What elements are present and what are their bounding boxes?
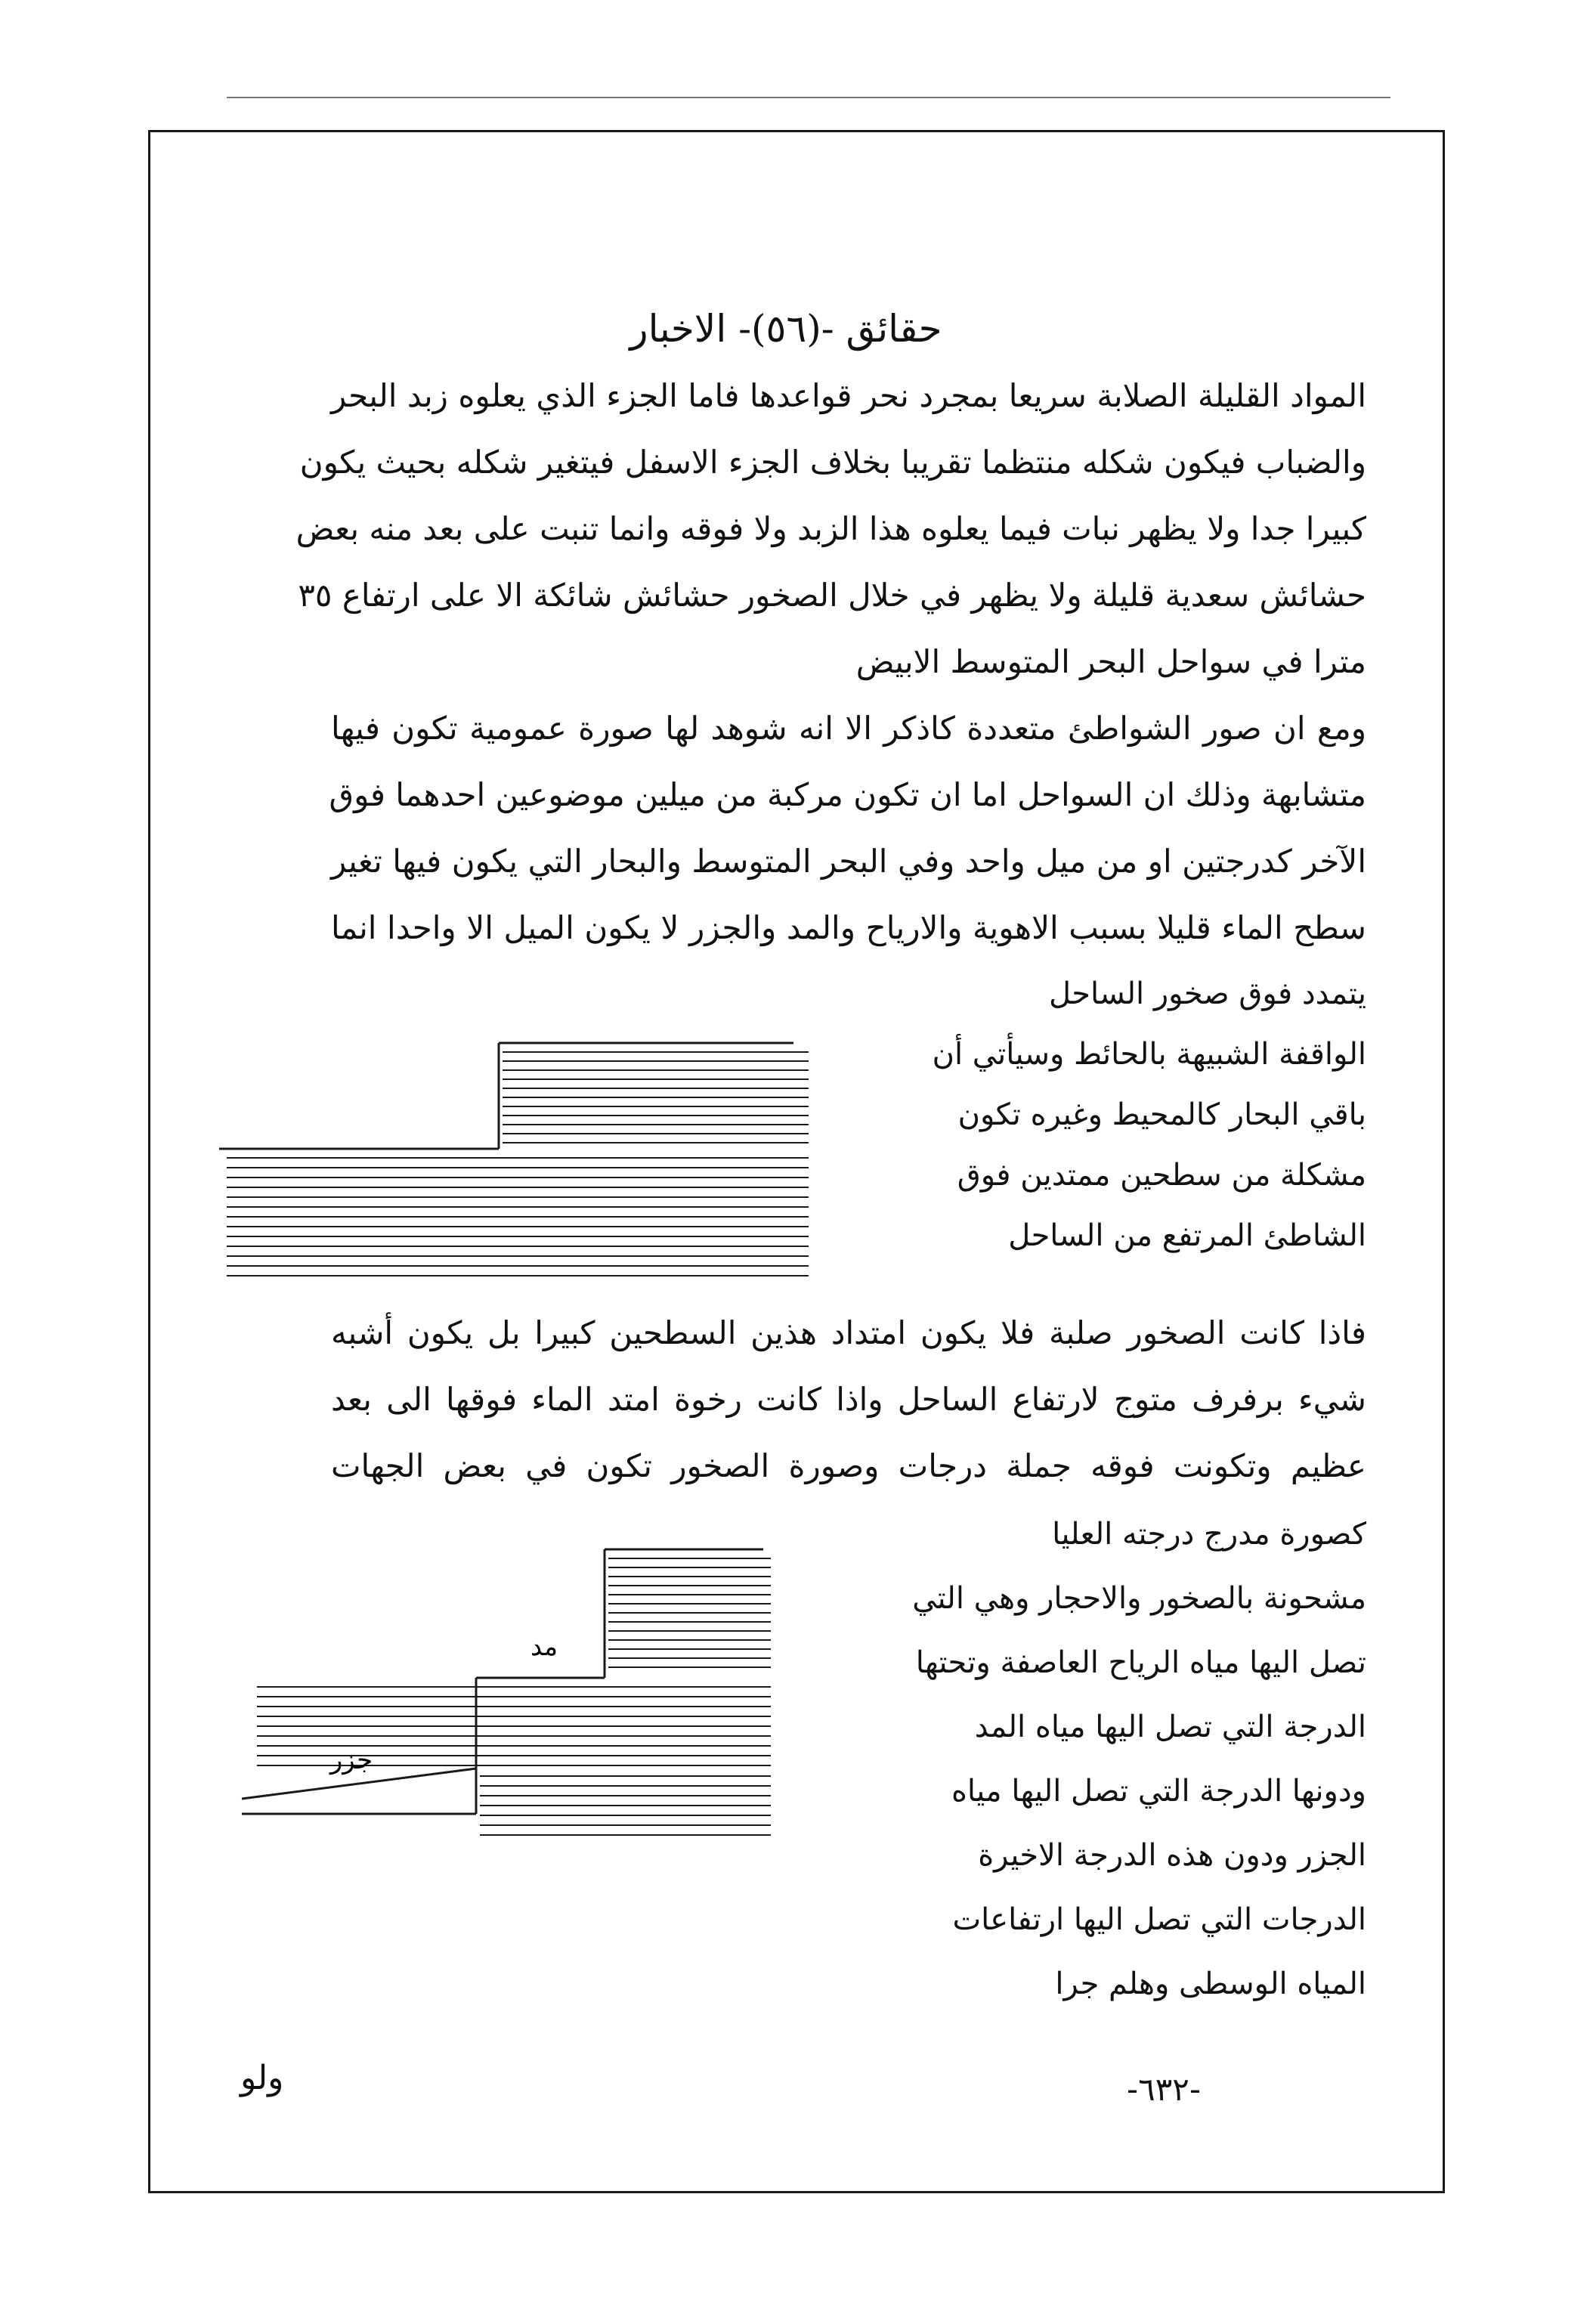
text-line: تصل اليها مياه الرياح العاصفة وتحتها xyxy=(915,1645,1366,1680)
text-line: ودونها الدرجة التي تصل اليها مياه xyxy=(951,1774,1366,1809)
low-tide-label: جزر xyxy=(329,1745,373,1775)
text-line: شيء برفرف متوج لارتفاع الساحل واذا كانت رخوة امتد الماء فوقها الى بعد xyxy=(331,1381,1366,1418)
text-line: الآخر كدرجتين او من ميل واحد وفي البحر المتوسط والبحار التي يكون فيها تغير xyxy=(331,843,1366,880)
text-line: الشاطئ المرتفع من الساحل xyxy=(1008,1218,1366,1253)
text-line: باقي البحار كالمحيط وغيره تكون xyxy=(957,1097,1366,1132)
text-line: سطح الماء قليلا بسبب الاهوية والارياح والمد والجزر لا يكون الميل الا واحدا انما xyxy=(331,909,1366,946)
text-line: فاذا كانت الصخور صلبة فلا يكون امتداد هذين السطحين كبيرا بل يكون أشبه xyxy=(331,1314,1366,1351)
text-line: حشائش سعدية قليلة ولا يظهر في خلال الصخور حشائش شائكة الا على ارتفاع ٣٥ xyxy=(298,577,1366,614)
text-line: مشحونة بالصخور والاحجار وهي التي xyxy=(912,1581,1366,1616)
text-line: الدرجات التي تصل اليها ارتفاعات xyxy=(952,1902,1366,1937)
text-line: الجزر ودون هذه الدرجة الاخيرة xyxy=(978,1838,1366,1873)
text-line: الدرجة التي تصل اليها مياه المد xyxy=(974,1710,1366,1744)
text-line: الواقفة الشبيهة بالحائط وسيأتي أن xyxy=(932,1037,1366,1072)
text-line: مشكلة من سطحين ممتدين فوق xyxy=(957,1158,1366,1193)
text-line: المياه الوسطى وهلم جرا xyxy=(1055,1967,1366,2001)
text-line: كصورة مدرج درجته العليا xyxy=(1052,1517,1366,1552)
top-scan-rule xyxy=(227,97,1390,98)
text-line: والضباب فيكون شكله منتظما تقريبا بخلاف الجزء الاسفل فيتغير شكله بحيث يكون xyxy=(299,444,1366,481)
text-line: مترا في سواحل البحر المتوسط الابيض xyxy=(855,643,1366,680)
page-number: -٦٣٢- xyxy=(1127,2071,1201,2108)
running-header: حقائق -(٥٦)- الاخبار xyxy=(629,307,942,351)
high-tide-label: مد xyxy=(530,1632,558,1662)
coast-profile-figure-1 xyxy=(219,1035,824,1292)
text-line: المواد القليلة الصلابة سريعا بمجرد نحر قواعدها فاما الجزء الذي يعلوه زبد البحر xyxy=(331,377,1366,414)
catchword: ولو xyxy=(240,2059,284,2097)
text-line: متشابهة وذلك ان السواحل اما ان تكون مركبة من ميلين موضوعين احدهما فوق xyxy=(329,776,1366,813)
coast-terrace-figure-2 xyxy=(227,1542,786,1844)
text-line: ومع ان صور الشواطئ متعددة كاذكر الا انه شوهد لها صورة عمومية تكون فيها xyxy=(331,710,1367,747)
text-line: كبيرا جدا ولا يظهر نبات فيما يعلوه هذا الزبد ولا فوقه وانما تنبت على بعد منه بعض xyxy=(295,510,1366,547)
text-line: يتمدد فوق صخور الساحل xyxy=(1048,976,1366,1011)
text-line: عظيم وتكونت فوقه جملة درجات وصورة الصخور تكون في بعض الجهات xyxy=(331,1447,1366,1484)
